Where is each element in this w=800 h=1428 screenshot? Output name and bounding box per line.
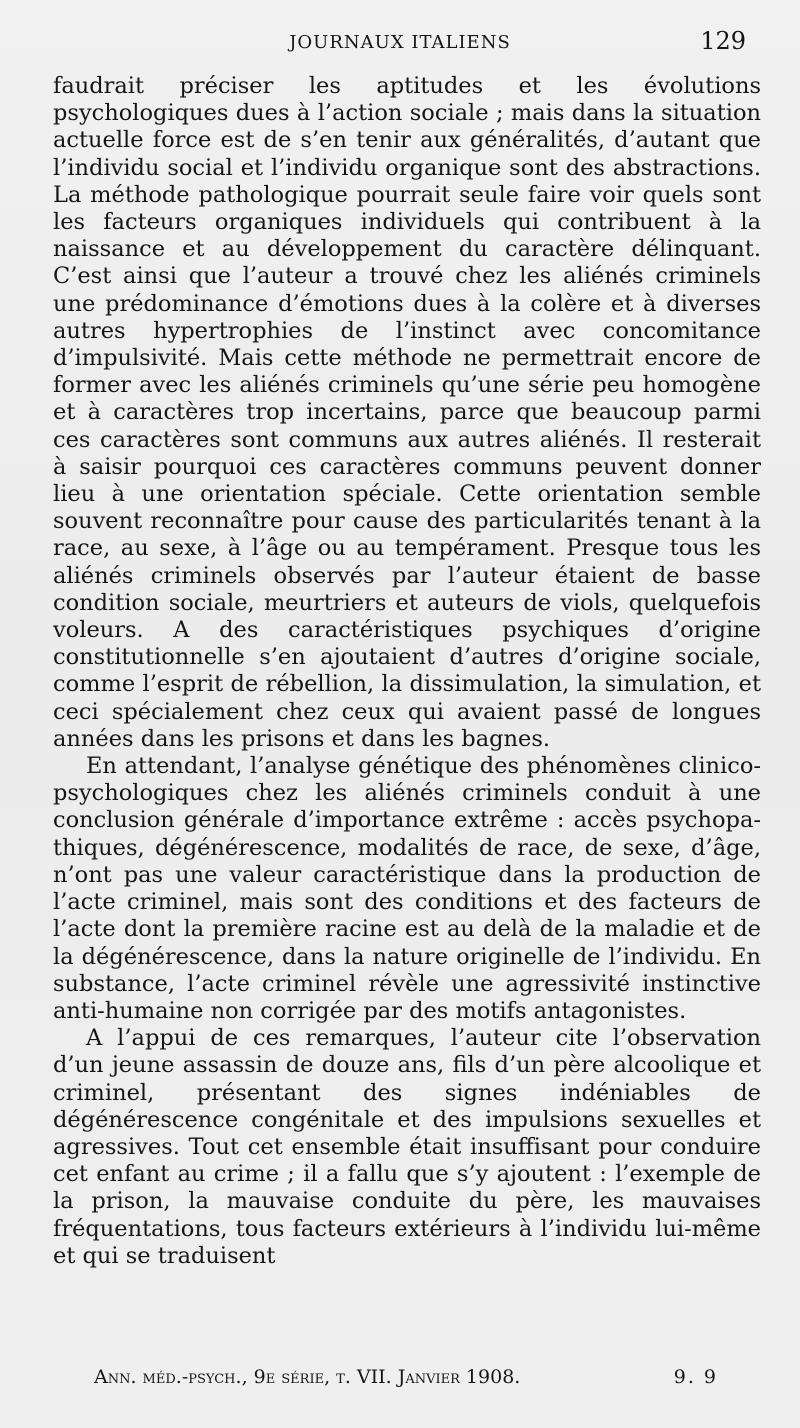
page-number: 129 xyxy=(700,27,746,55)
page-body xyxy=(53,73,761,1358)
paragraph-2: En attendant, l’analyse génétique des phénomènes clinicopsychologiques chez les aliénés criminels conduit à une conclusion générale d’importance extrême : accès psychopathiques, dégénérescence, modalités de race, de sexe, d’âge, n’ont pas une valeur caractéristique dans la production de l’acte criminel, mais sont des conditions et des facteurs de l’acte dont la première racine est au delà de la maladie et de la dégénérescence, dans la nature originelle de l’individu. En substance, l’acte criminel révèle une agressivité instinctive anti-humaine non corrigée par des motifs antagonistes. xyxy=(53,753,761,1024)
running-head: JOURNAUX ITALIENS xyxy=(289,32,511,53)
signature-marker: 9. 9 xyxy=(673,1366,718,1388)
journal-citation: Ann. méd.-psych., 9e série, t. VII. Janvier 1908. xyxy=(94,1366,521,1388)
paragraph-1: faudrait préciser les aptitudes et les évolutions psychologiques dues à l’action sociale ; mais dans la situation actuelle force est de s’en tenir aux généralités, d’autant que l’individu social et l’individu organique sont des abstractions. La méthode pathologique pourrait seule faire voir quels sont les facteurs organiques individuels qui contribuent à la naissance et au développement du caractère délinquant. C’est ainsi que l’auteur a trouvé chez les aliénés criminels une prédominance d’émotions dues à la colère et à diverses autres hypertrophies de l’instinct avec concomitance d’impulsivité. Mais cette méthode ne permettrait encore de former avec les aliénés criminels qu’une série peu homogène et à caractères trop incertains, parce que beaucoup parmi ces caractères sont communs aux autres aliénés. Il resterait à saisir pourquoi ces caractères communs peuvent donner lieu à une orientation spéciale. Cette orientation semble souvent reconnaître pour cause des particularités tenant à la race, au sexe, à l’âge ou au tempérament. Presque tous les aliénés criminels observés par l’auteur étaient de basse condition sociale, meurtriers et auteurs de viols, quelquefois voleurs. A des caractéristiques psychiques d’origine constitutionnelle s’en ajoutaient d’autres d’origine sociale, comme l’esprit de rébellion, la dissimulation, la simulation, et ceci spécialement chez ceux qui avaient passé de longues années dans les prisons et dans les bagnes. xyxy=(53,73,761,752)
page-footer xyxy=(94,1366,718,1394)
page-header xyxy=(48,27,752,66)
paragraph-3: A l’appui de ces remarques, l’auteur cite l’observation d’un jeune assassin de douze ans, fils d’un père alcoolique et criminel, présentant des signes indéniables de dégénérescence congénitale et des impulsions sexuelles et agressives. Tout cet ensemble était insuffisant pour conduire cet enfant au crime ; il a fallu que s’y ajoutent : l’exemple de la prison, la mauvaise conduite du père, les mauvaises fréquentations, tous facteurs extérieurs à l’individu lui-même et qui se traduisent xyxy=(53,1025,761,1269)
